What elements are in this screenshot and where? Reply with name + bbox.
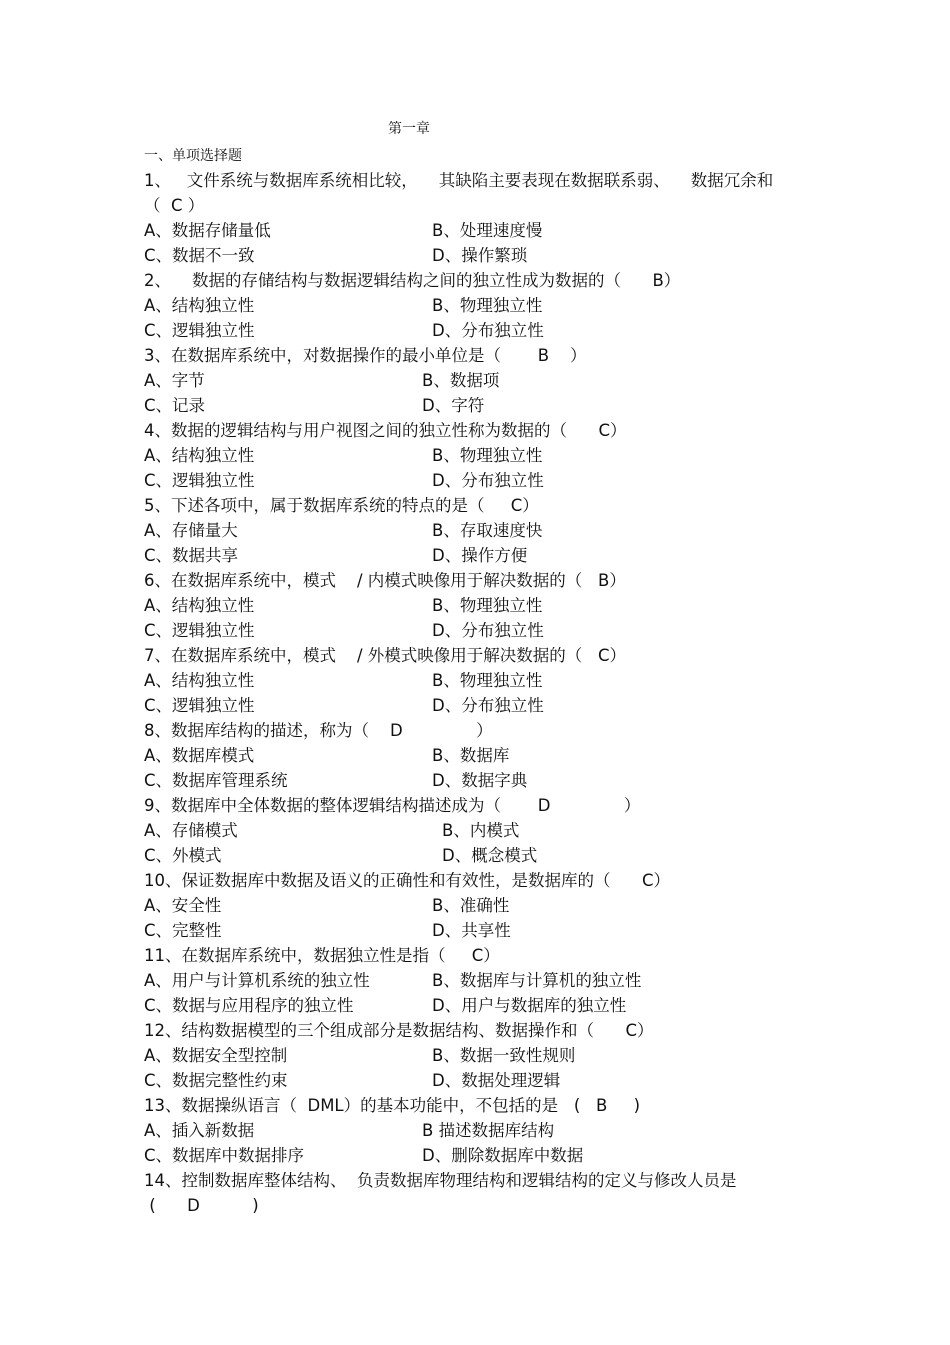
question-11-options-row-2: [144, 993, 824, 1018]
option-b: B、准确性: [432, 896, 510, 915]
option-c: C、数据完整性约束: [144, 1071, 288, 1090]
option-c: C、逻辑独立性: [144, 696, 255, 715]
option-d: D、操作繁琐: [432, 246, 528, 265]
question-5-options-row-1: [144, 518, 824, 543]
option-b: B、处理速度慢: [432, 221, 543, 240]
option-a: A、安全性: [144, 896, 222, 915]
option-b: B、物理独立性: [432, 296, 543, 315]
question-2-options-row-1: [144, 293, 824, 318]
option-c: C、完整性: [144, 921, 222, 940]
question-7-options-row-1: [144, 668, 824, 693]
option-d: D、字符: [422, 396, 485, 415]
question-8-options-row-1: [144, 743, 824, 768]
option-c: C、数据库管理系统: [144, 771, 288, 790]
option-a: A、用户与计算机系统的独立性: [144, 971, 370, 990]
question-13-text: 13、数据操纵语言（ DML）的基本功能中，不包括的是 ( B ): [144, 1096, 641, 1115]
question-9-text: 9、数据库中全体数据的整体逻辑结构描述成为（ D ）: [144, 796, 641, 815]
question-12-options-row-2: [144, 1068, 824, 1093]
option-b: B、物理独立性: [432, 446, 543, 465]
option-a: A、结构独立性: [144, 596, 255, 615]
option-a: A、存储模式: [144, 821, 238, 840]
question-1-answer: （ C ）: [144, 196, 205, 215]
option-b: B、内模式: [442, 821, 520, 840]
option-b: B、物理独立性: [432, 671, 543, 690]
option-a: A、数据存储量低: [144, 221, 271, 240]
option-c: C、逻辑独立性: [144, 321, 255, 340]
question-9-options-row-2: [144, 843, 824, 868]
option-c: C、数据不一致: [144, 246, 255, 265]
option-a: A、字节: [144, 371, 205, 390]
option-c: C、逻辑独立性: [144, 621, 255, 640]
option-d: D、分布独立性: [432, 321, 544, 340]
question-6-options-row-2: [144, 618, 824, 643]
option-d: D、数据处理逻辑: [432, 1071, 561, 1090]
option-a: A、结构独立性: [144, 446, 255, 465]
option-b: B、数据项: [422, 371, 500, 390]
question-3-text: 3、在数据库系统中，对数据操作的最小单位是（ B ）: [144, 346, 587, 365]
option-a: A、数据库模式: [144, 746, 255, 765]
question-14-text: 14、控制数据库整体结构、 负责数据库物理结构和逻辑结构的定义与修改人员是: [144, 1171, 737, 1190]
question-14-answer: ( D ): [144, 1196, 259, 1215]
option-d: D、数据字典: [432, 771, 528, 790]
question-5-text: 5、下述各项中，属于数据库系统的特点的是（ C）: [144, 496, 539, 515]
option-b: B 描述数据库结构: [422, 1121, 555, 1140]
question-7-text: 7、在数据库系统中，模式 / 外模式映像用于解决数据的（ C）: [144, 646, 627, 665]
question-6-text: 6、在数据库系统中，模式 / 内模式映像用于解决数据的（ B）: [144, 571, 626, 590]
option-b: B、数据库与计算机的独立性: [432, 971, 642, 990]
question-8-options-row-2: [144, 768, 824, 793]
option-a: A、结构独立性: [144, 296, 255, 315]
chapter-title: 第一章: [388, 121, 430, 137]
option-d: D、概念模式: [442, 846, 538, 865]
option-b: B、存取速度快: [432, 521, 543, 540]
option-c: C、逻辑独立性: [144, 471, 255, 490]
option-c: C、数据库中数据排序: [144, 1146, 305, 1165]
option-d: D、删除数据库中数据: [422, 1146, 584, 1165]
question-4-text: 4、数据的逻辑结构与用户视图之间的独立性称为数据的（ C）: [144, 421, 627, 440]
option-c: C、外模式: [144, 846, 222, 865]
question-1-text: 1、 文件系统与数据库系统相比较， 其缺陷主要表现在数据联系弱、 数据冗余和: [144, 171, 774, 190]
option-d: D、操作方便: [432, 546, 528, 565]
option-d: D、共享性: [432, 921, 511, 940]
section-title: 一、单项选择题: [144, 148, 242, 164]
question-4-options-row-1: [144, 443, 824, 468]
question-5-options-row-2: [144, 543, 824, 568]
option-a: A、数据安全型控制: [144, 1046, 288, 1065]
option-c: C、记录: [144, 396, 206, 415]
question-1-options-row-1: [144, 218, 824, 243]
question-3-options-row-2: [144, 393, 824, 418]
option-d: D、用户与数据库的独立性: [432, 996, 627, 1015]
question-10-options-row-2: [144, 918, 824, 943]
option-a: A、存储量大: [144, 521, 238, 540]
question-10-options-row-1: [144, 893, 824, 918]
question-2-options-row-2: [144, 318, 824, 343]
option-c: C、数据与应用程序的独立性: [144, 996, 354, 1015]
option-d: D、分布独立性: [432, 471, 544, 490]
question-9-options-row-1: [144, 818, 824, 843]
question-12-text: 12、结构数据模型的三个组成部分是数据结构、数据操作和（ C）: [144, 1021, 654, 1040]
question-13-options-row-2: [144, 1143, 824, 1168]
question-1-options-row-2: [144, 243, 824, 268]
option-c: C、数据共享: [144, 546, 239, 565]
question-2-text: 2、 数据的存储结构与数据逻辑结构之间的独立性成为数据的（ B）: [144, 271, 681, 290]
question-4-options-row-2: [144, 468, 824, 493]
option-d: D、分布独立性: [432, 621, 544, 640]
question-11-options-row-1: [144, 968, 824, 993]
option-b: B、物理独立性: [432, 596, 543, 615]
option-b: B、数据一致性规则: [432, 1046, 576, 1065]
option-d: D、分布独立性: [432, 696, 544, 715]
question-7-options-row-2: [144, 693, 824, 718]
question-3-options-row-1: [144, 368, 824, 393]
question-11-text: 11、在数据库系统中，数据独立性是指（ C）: [144, 946, 500, 965]
question-6-options-row-1: [144, 593, 824, 618]
question-13-options-row-1: [144, 1118, 824, 1143]
option-b: B、数据库: [432, 746, 510, 765]
option-a: A、结构独立性: [144, 671, 255, 690]
question-list: [144, 168, 824, 1218]
question-10-text: 10、保证数据库中数据及语义的正确性和有效性，是数据库的（ C）: [144, 871, 670, 890]
option-a: A、插入新数据: [144, 1121, 255, 1140]
question-12-options-row-1: [144, 1043, 824, 1068]
question-8-text: 8、数据库结构的描述，称为（ D ）: [144, 721, 493, 740]
